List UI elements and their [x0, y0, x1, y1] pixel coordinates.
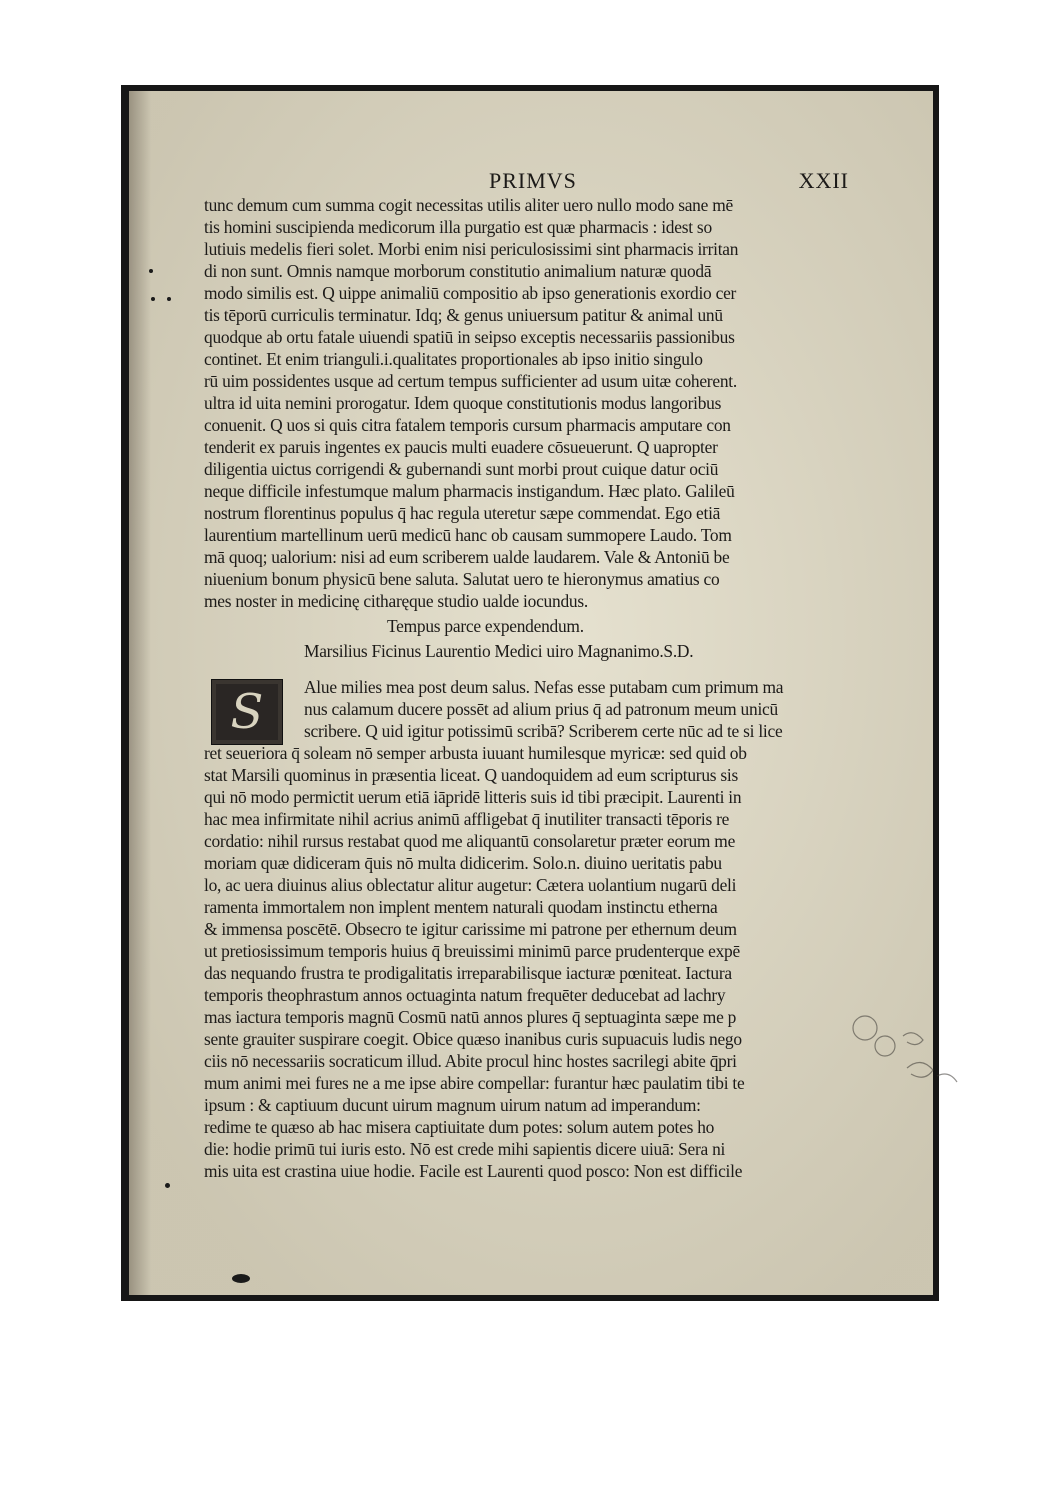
decorated-initial	[211, 679, 283, 745]
text-line: nostrum florentinus populus q̄ hac regula uteretur sæpe commendat. Ego etiā	[204, 503, 721, 523]
text-line: das nequando frustra te prodigalitatis irreparabilisque iacturæ pœniteat. Iactura	[204, 963, 732, 983]
margin-speck	[165, 1183, 170, 1188]
text-line: die: hodie primū tui iuris esto. Nō est crede mihi sapientis dicere uiuā: Sera ni	[204, 1139, 726, 1159]
margin-speck	[167, 297, 171, 301]
text-line: moriam quæ didiceram q̄uis nō multa didicerim. Solo.n. diuino ueritatis pabu	[204, 853, 722, 873]
gutter-shadow	[129, 91, 151, 1295]
text-line: neque difficile infestumque malum pharmacis instigandum. Hæc plato. Galileū	[204, 481, 735, 501]
text-line: ipsum : & captiuum ducunt uirum magnum uirum natum ad imperandum:	[204, 1095, 701, 1115]
text-line: tis homini suscipienda medicorum illa purgatio est quæ pharmacis : idest so	[204, 217, 712, 237]
running-title: PRIMVS	[489, 168, 577, 193]
text-line: ret seueriora q̄ soleam nō semper arbusta iuuant humilesque myricæ: sed quid ob	[204, 743, 747, 763]
letter-salutation: Marsilius Ficinus Laurentio Medici uiro Magnanimo.S.D.	[304, 641, 694, 661]
text-line: ultra id uita nemini prorogatur. Idem quoque constitutionis modus langoribus	[204, 393, 722, 413]
text-line: mis uita est crastina uiue hodie. Facile est Laurenti quod posco: Non est difficile	[204, 1161, 743, 1181]
text-line: modo similis est. Q uippe animaliū compositio ab ipso generationis exordio cer	[204, 283, 737, 303]
text-line: redime te quæso ab hac misera captiuitate dum potes: solum autem potes ho	[204, 1117, 715, 1137]
text-line: ramenta immortalem non implent mentem naturali quodam instinctu etherna	[204, 897, 718, 917]
text-line: quodque ab ortu fatale uiuendi spatiū in seipso exceptis necessariis passionibus	[204, 327, 735, 347]
text-line: lutiuis medelis fieri solet. Morbi enim nisi periculosissimi sint pharmacis irritan	[204, 239, 739, 259]
text-line: rū uim possidentes usque ad certum tempus sufficienter ad usum uitæ coherent.	[204, 371, 737, 391]
text-line: mes noster in medicinę citharęque studio ualde iocundus.	[204, 591, 588, 611]
text-line: ciis nō necessariis socraticum illud. Abite procul hinc hostes sacrilegi abite q̄pri	[204, 1051, 737, 1071]
text-line: & immensa poscētē. Obsecro te igitur carissime mi patrone per ethernum deum	[204, 919, 737, 939]
text-line: ut pretiosissimum temporis huius q̄ breuissimi minimū parce prudenterque expē	[204, 941, 740, 961]
library-stamp-mark	[845, 1006, 965, 1106]
book-page	[129, 91, 933, 1295]
text-line: stat Marsili quominus in præsentia liceat. Q uandoquidem ad eum scripturus sis	[204, 765, 739, 785]
margin-speck	[151, 297, 155, 301]
folio-number: XXII	[798, 168, 849, 193]
text-line: niuenium bonum physicū bene saluta. Salutat uero te hieronymus amatius co	[204, 569, 720, 589]
text-line: diligentia uictus corrigendi & gubernandi sunt morbi prout cuique datur ociū	[204, 459, 719, 479]
text-line: Alue milies mea post deum salus. Nefas esse putabam cum primum ma	[304, 677, 784, 697]
text-line: di non sunt. Omnis namque morborum constitutio animalium naturæ quodā	[204, 261, 712, 281]
text-line: hac mea infirmitate nihil acrius animū affligebat q̄ inutiliter transacti tēporis re	[204, 809, 730, 829]
text-line: scribere. Q uid igitur potissimū scribā? Scriberem certe nūc ad te si lice	[304, 721, 783, 741]
text-line: cordatio: nihil rursus restabat quod me aliquantū consolaretur præter eorum me	[204, 831, 736, 851]
initial-letter: S	[230, 684, 264, 740]
text-line: mā quoq; ualorium: nisi ad eum scriberem ualde laudarem. Vale & Antoniū be	[204, 547, 730, 567]
text-line: lo, ac uera diuinus alius oblectatur alitur augetur: Cætera uolantium nugarū deli	[204, 875, 737, 895]
ink-blot	[232, 1274, 250, 1283]
margin-speck	[149, 269, 153, 273]
text-line: temporis theophrastum annos octuaginta natum frequēter deducebat ad lachry	[204, 985, 726, 1005]
text-line: nus calamum ducere possēt ad alium prius q̄ ad patronum meum unicū	[304, 699, 778, 719]
text-line: sente grauiter suspirare coegit. Obice quæso inanibus curis supuacuis ludis nego	[204, 1029, 742, 1049]
motto: Tempus parce expendendum.	[387, 616, 584, 636]
text-line: qui nō modo permictit uerum etiā iāpridē litteris suis id tibi præcipit. Laurenti in	[204, 787, 742, 807]
text-line: continet. Et enim trianguli.i.qualitates proportionales ab ipso initio singulo	[204, 349, 703, 369]
text-line: laurentium martellinum uerū medicū hanc ob causam summopere Laudo. Tom	[204, 525, 732, 545]
text-line: tis tēporū curriculis terminatur. Idq; & genus uniuersum patitur & animal unū	[204, 305, 723, 325]
text-line: mas iactura temporis magnū Cosmū natū annos plures q̄ septuaginta sæpe me p	[204, 1007, 737, 1027]
text-line: mum animi mei fures ne a me ipse abire compellar: furantur hæc paulatim tibi te	[204, 1073, 745, 1093]
text-line: tenderit ex paruis ingentes ex paucis multi euadere cōsueuerunt. Q uapropter	[204, 437, 718, 457]
scanned-page-frame	[121, 85, 939, 1301]
text-line: tunc demum cum summa cogit necessitas utilis aliter uero nullo modo sane mē	[204, 195, 733, 215]
text-line: conuenit. Q uos si quis citra fatalem temporis cursum pharmacis amputare con	[204, 415, 731, 435]
